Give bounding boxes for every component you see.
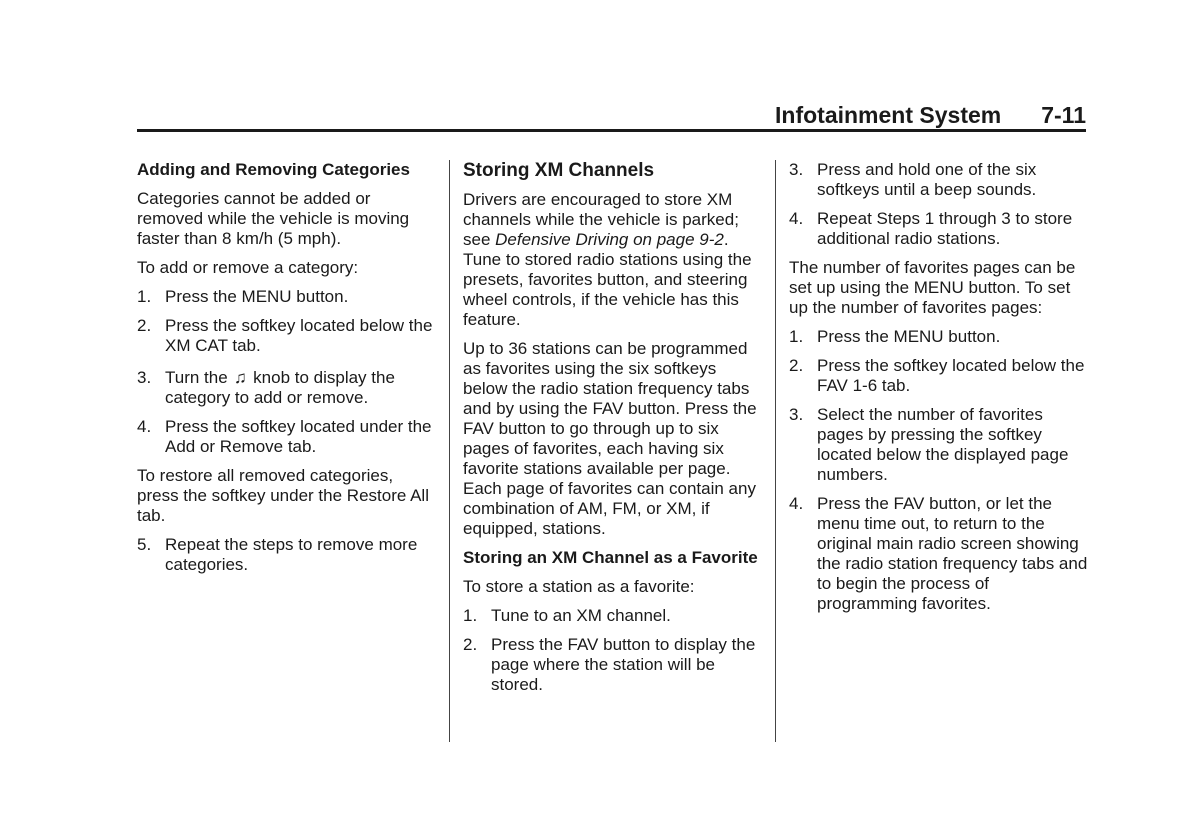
step-text: Press the softkey located below the XM CAT tab. [165,316,433,355]
cross-reference-link[interactable]: Defensive Driving on page 9-2 [495,230,724,249]
step-number: 4. [789,494,804,513]
list-item [137,535,437,575]
step-text: Repeat the steps to remove more categories. [165,535,418,574]
paragraph: To store a station as a favorite: [463,577,695,596]
list-item [789,356,1089,396]
step-text: Select the number of favorites pages by pressing the softkey located below the displayed page numbers. [817,405,1069,484]
subheading-adding-removing-categories: Adding and Removing Categories [137,160,410,179]
column-divider-1 [449,160,450,742]
list-item [789,327,1089,347]
subheading-storing-xm-channel-favorite: Storing an XM Channel as a Favorite [463,548,758,567]
step-number: 5. [137,535,152,554]
list-item [789,494,1089,614]
column-3 [789,160,1089,623]
column-divider-2 [775,160,776,742]
list-item [789,160,1089,200]
page-header [137,101,1086,129]
list-item [789,405,1089,485]
header-rule [137,129,1086,132]
step-text-part: knob to display the category to add or remove. [165,368,395,407]
step-text: Press the MENU button. [165,287,349,306]
column-1 [137,160,437,584]
paragraph: To add or remove a category: [137,258,359,277]
step-note: To restore all removed categories, press the softkey under the Restore All tab. [137,466,429,525]
paragraph-part: . Tune to stored radio stations using the presets, favorites button, and steering wheel controls, if the vehicle has this feature. [463,230,752,329]
column-2 [463,160,763,704]
paragraph: The number of favorites pages can be set up using the MENU button. To set up the number of favorites pages: [789,258,1076,317]
step-number: 3. [137,368,152,387]
list-item [789,209,1089,249]
page-number: 7-11 [1041,102,1086,128]
step-text: Repeat Steps 1 through 3 to store additional radio stations. [817,209,1073,248]
list-item [137,287,437,307]
step-text: Press the MENU button. [817,327,1001,346]
paragraph-part: Drivers are encouraged to store XM channels while the vehicle is parked; see [463,190,739,249]
step-number: 1. [137,287,152,306]
step-number: 1. [463,606,478,625]
step-text: Press the softkey located under the Add or Remove tab. [165,417,432,456]
section-heading-storing-xm-channels: Storing XM Channels [463,160,655,181]
list-item [137,368,437,408]
step-text: Tune to an XM channel. [491,606,671,625]
step-number: 4. [789,209,804,228]
list-item [463,635,763,695]
list-item [463,606,763,626]
paragraph [463,190,763,330]
step-number: 2. [137,316,152,335]
list-item [137,316,437,356]
step-text: Press the FAV button, or let the menu time out, to return to the original main radio screen showing the radio station frequency tabs and to begin the process of programming favorites. [817,494,1088,613]
step-number: 4. [137,417,152,436]
step-text-part: Turn the [165,368,228,387]
paragraph: Categories cannot be added or removed while the vehicle is moving faster than 8 km/h (5 mph). [137,189,410,248]
step-text: Press and hold one of the six softkeys until a beep sounds. [817,160,1037,199]
list-item [137,417,437,457]
step-text: Press the softkey located below the FAV 1-6 tab. [817,356,1085,395]
step-number: 2. [789,356,804,375]
step-text [165,368,437,408]
step-number: 3. [789,160,804,179]
paragraph: Up to 36 stations can be programmed as favorites using the six softkeys below the radio station frequency tabs and by using the FAV button. Press the FAV button to go through up to six pages of favorites, each having six favorite stations available per page. Each page of favorites can contain any combination of AM, FM, or XM, if equipped, stations. [463,339,757,538]
section-title: Infotainment System [775,102,1002,128]
music-note-icon: ♫ [234,368,247,387]
step-number: 2. [463,635,478,654]
step-text: Press the FAV button to display the page where the station will be stored. [491,635,756,694]
step-number: 3. [789,405,804,424]
step-number: 1. [789,327,804,346]
